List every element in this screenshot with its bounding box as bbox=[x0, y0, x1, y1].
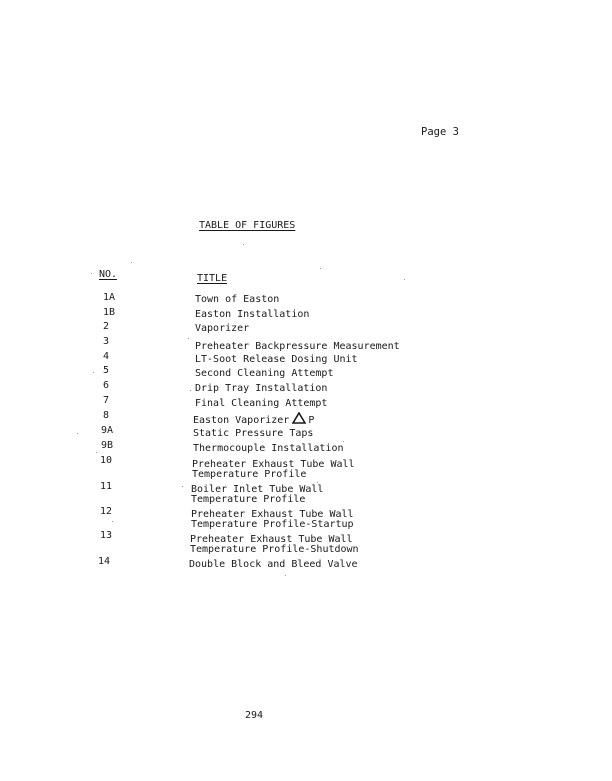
triangle-delta-icon bbox=[292, 412, 306, 427]
figure-number: 11 bbox=[100, 481, 113, 492]
figure-title-continued: Temperature Profile-Startup bbox=[191, 519, 354, 530]
figure-number: 6 bbox=[103, 380, 110, 391]
figure-number: 14 bbox=[98, 556, 111, 567]
figure-title: Thermocouple Installation bbox=[193, 443, 344, 454]
figure-title-continued: Temperature Profile-Shutdown bbox=[190, 544, 359, 555]
figure-number: 4 bbox=[103, 351, 110, 362]
figure-title: Second Cleaning Attempt bbox=[195, 368, 334, 379]
figure-title: Final Cleaning Attempt bbox=[195, 398, 328, 409]
figure-title: Double Block and Bleed Valve bbox=[189, 559, 358, 570]
figure-number: 3 bbox=[103, 336, 110, 347]
figure-number: 7 bbox=[103, 395, 110, 406]
figure-title: Boiler Inlet Tube Wall bbox=[191, 484, 324, 495]
figure-title-continued: Temperature Profile bbox=[191, 494, 306, 505]
figure-number: 12 bbox=[100, 506, 113, 517]
figure-number: 1B bbox=[103, 307, 116, 318]
page-label: Page 3 bbox=[421, 126, 459, 138]
figure-number: 2 bbox=[103, 321, 110, 332]
figure-title: Vaporizer bbox=[195, 323, 250, 334]
figure-number: 10 bbox=[100, 455, 113, 466]
figure-title: Preheater Exhaust Tube Wall bbox=[192, 459, 355, 470]
column-header-title: TITLE bbox=[197, 273, 228, 284]
figure-title: LT-Soot Release Dosing Unit bbox=[195, 354, 358, 365]
figure-title: Drip Tray Installation bbox=[195, 383, 328, 394]
figure-title: Static Pressure Taps bbox=[193, 428, 314, 439]
figure-title: Preheater Backpressure Measurement bbox=[195, 341, 400, 352]
page-number: 294 bbox=[245, 710, 264, 721]
figure-title bbox=[193, 412, 314, 427]
figure-number: 9A bbox=[101, 425, 114, 436]
column-header-no: NO. bbox=[99, 269, 118, 280]
figure-title: Preheater Exhaust Tube Wall bbox=[190, 534, 353, 545]
figure-number: 8 bbox=[103, 410, 110, 421]
figure-number: 5 bbox=[103, 365, 110, 376]
figure-number: 9B bbox=[101, 440, 114, 451]
figure-number: 1A bbox=[103, 292, 116, 303]
figure-number: 13 bbox=[100, 530, 113, 541]
figure-title: Easton Installation bbox=[195, 309, 310, 320]
figure-title-suffix: P bbox=[308, 415, 315, 426]
figure-title-text: Easton Vaporizer bbox=[193, 415, 290, 426]
section-title: TABLE OF FIGURES bbox=[199, 220, 296, 231]
figure-title-continued: Temperature Profile bbox=[192, 469, 307, 480]
figure-title: Town of Easton bbox=[195, 294, 280, 305]
figure-title: Preheater Exhaust Tube Wall bbox=[191, 509, 354, 520]
